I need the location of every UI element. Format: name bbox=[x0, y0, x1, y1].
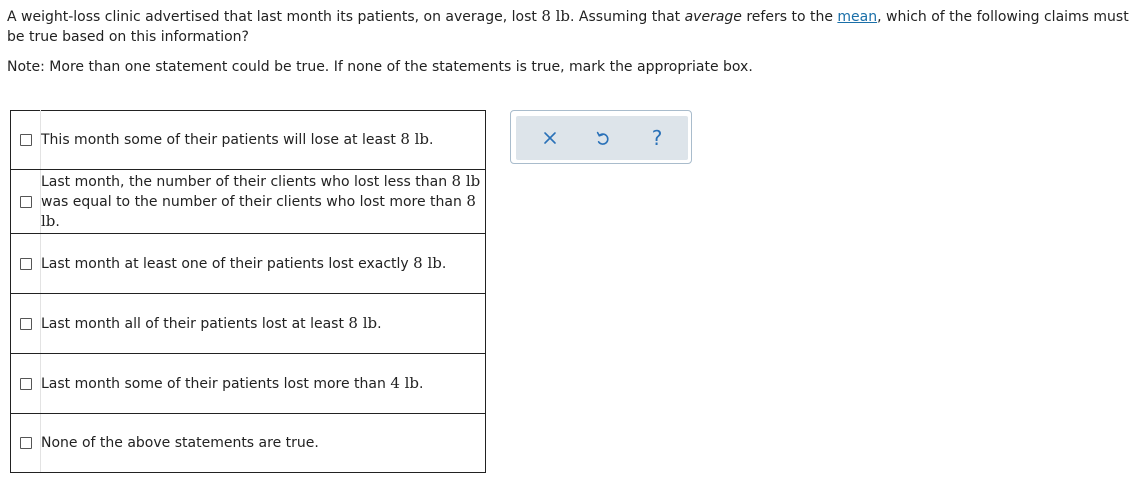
clear-button[interactable] bbox=[535, 123, 565, 153]
choice-text: . bbox=[441, 255, 447, 272]
checkbox-cell bbox=[11, 170, 41, 234]
question-text-part: A weight-loss clinic advertised that last month its patients, on average, lost bbox=[7, 9, 542, 25]
choice-checkbox[interactable] bbox=[20, 437, 32, 449]
choice-text: Last month at least one of their patients lost exactly bbox=[41, 255, 414, 272]
choice-text: . bbox=[429, 132, 434, 148]
choice-row bbox=[11, 111, 486, 170]
choice-text: Last month all of their patients lost at least bbox=[41, 315, 349, 332]
mean-glossary-link[interactable]: mean bbox=[837, 9, 878, 25]
choice-row bbox=[11, 294, 486, 354]
math-value: 8 lb bbox=[348, 313, 378, 332]
question-text-part: refers to the bbox=[741, 9, 838, 25]
choice-text: . bbox=[377, 315, 382, 332]
choice-text: . bbox=[419, 375, 424, 392]
emphasis-average: average bbox=[684, 9, 742, 25]
choice-text: Last month some of their patients lost more than bbox=[41, 375, 391, 392]
checkbox-cell bbox=[11, 234, 41, 294]
choice-row bbox=[11, 414, 486, 473]
help-icon: ? bbox=[651, 126, 663, 150]
choice-label bbox=[41, 234, 486, 294]
undo-icon bbox=[594, 130, 610, 146]
choice-checkbox[interactable] bbox=[20, 258, 32, 270]
math-value: 8 lb bbox=[413, 253, 442, 272]
choice-text: None of the above statements are true. bbox=[41, 434, 319, 451]
question-text bbox=[7, 6, 1141, 47]
help-button[interactable] bbox=[642, 123, 672, 153]
undo-button[interactable] bbox=[587, 123, 617, 153]
choice-checkbox[interactable] bbox=[20, 196, 32, 208]
choice-row bbox=[11, 234, 486, 294]
choice-text: This month some of their patients will lose at least bbox=[41, 132, 401, 148]
choice-checkbox[interactable] bbox=[20, 318, 32, 330]
choice-text: Last month, the number of their clients who lost less than bbox=[41, 173, 452, 190]
close-icon bbox=[543, 131, 557, 145]
math-value: 8 lb bbox=[541, 7, 571, 25]
choice-label bbox=[41, 414, 486, 473]
choice-row bbox=[11, 170, 486, 234]
math-value: 8 lb bbox=[41, 191, 476, 230]
toolbar-panel bbox=[516, 116, 688, 160]
choice-label bbox=[41, 170, 486, 234]
instruction-note: Note: More than one statement could be true. If none of the statements is true, mark the appropriate box. bbox=[7, 59, 753, 75]
choice-text: was equal to the number of their clients who lost more than bbox=[41, 193, 467, 210]
choice-text: . bbox=[55, 213, 60, 230]
choice-checkbox[interactable] bbox=[20, 378, 32, 390]
math-value: 4 lb bbox=[390, 373, 420, 392]
checkbox-cell bbox=[11, 111, 41, 170]
choice-label bbox=[41, 294, 486, 354]
math-value: 8 lb bbox=[451, 171, 481, 190]
checkbox-cell bbox=[11, 414, 41, 473]
checkbox-cell bbox=[11, 294, 41, 354]
choice-row bbox=[11, 354, 486, 414]
math-value: 8 lb bbox=[400, 130, 430, 148]
question-text-part: , which of the following claims must be true based on this information? bbox=[7, 9, 1129, 45]
answer-toolbar bbox=[510, 110, 692, 164]
choice-checkbox[interactable] bbox=[20, 134, 32, 146]
question-text-part: . Assuming that bbox=[570, 9, 685, 25]
checkbox-cell bbox=[11, 354, 41, 414]
choice-label bbox=[41, 111, 486, 170]
choices-table bbox=[10, 110, 486, 473]
choice-label bbox=[41, 354, 486, 414]
